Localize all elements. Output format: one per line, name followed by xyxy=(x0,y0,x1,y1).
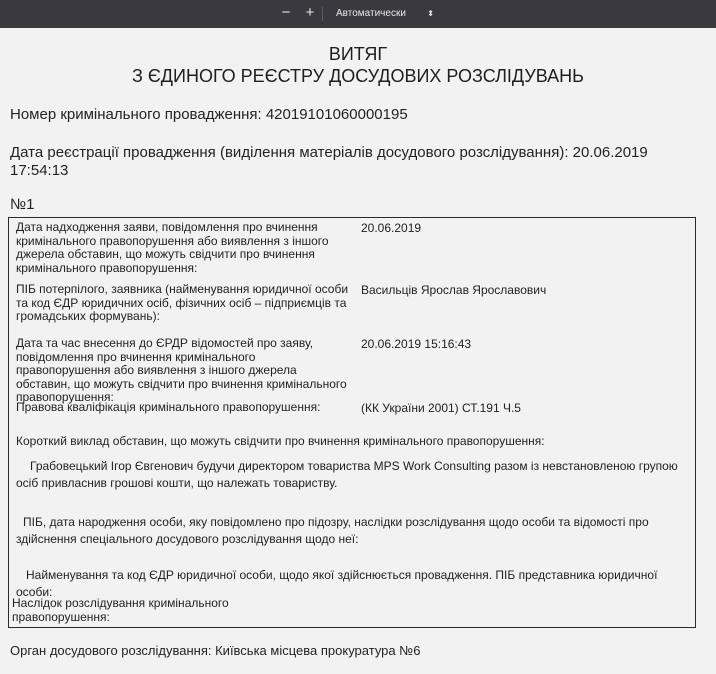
circumstances-heading: Короткий виклад обставин, що можуть свідчити про вчинення кримінального правопорушення: xyxy=(16,434,545,448)
suspect-info-text: ПІБ, дата народження особи, яку повідомлено про підозру, наслідки розслідування щодо особи та відомості про здійснення спеціального досудового розслідування щодо неї: xyxy=(16,515,649,546)
toolbar-separator xyxy=(322,7,323,21)
entry-table xyxy=(8,217,696,628)
document-page xyxy=(0,28,716,674)
investigation-body: Орган досудового розслідування: Київська місцева прокуратура №6 xyxy=(10,643,421,658)
receipt-date-value: 20.06.2019 xyxy=(361,221,422,235)
circumstances-text: Грабовецький Ігор Євгенович будучи директором товариства MPS Work Consulting разом із невстановленою групою осіб привласнив грошові кошти, що належать товариству. xyxy=(16,459,678,490)
zoom-mode-value: Автоматически xyxy=(336,8,406,19)
legal-qualification-value: (КК України 2001) СТ.191 Ч.5 xyxy=(361,401,521,415)
zoom-in-button[interactable]: + xyxy=(305,4,315,21)
receipt-date-label: Дата надходження заяви, повідомлення про вчинення кримінального правопорушення або виявлення з іншого джерела обставин, що можуть свідчити про вчинення кримінального правопорушення: xyxy=(16,220,329,275)
erdr-entry-date-label: Дата та час внесення до ЄРДР відомостей про заяву, повідомлення про вчинення кримінального правопорушення або виявлення з іншого джерела обставин, що можуть свідчити про вчинення кримінального правопорушення: xyxy=(16,336,347,404)
legal-entity-text: Найменування та код ЄДР юридичної особи, щодо якої здійснюється провадження. ПІБ представника юридичної особи: xyxy=(16,568,658,599)
victim-label: ПІБ потерпілого, заявника (найменування юридичної особи та код ЄДР юридичних осіб, фізичних осіб – підприємців та громадських формувань): xyxy=(16,282,349,323)
registration-date: Дата реєстрації провадження (виділення матеріалів досудового розслідування): 20.06.2019 17:54:13 xyxy=(10,144,648,179)
erdr-entry-date-value: 20.06.2019 15:16:43 xyxy=(361,337,472,351)
entry-number: №1 xyxy=(10,196,35,213)
victim-value: Васильців Ярослав Ярославович xyxy=(361,283,547,297)
case-number: Номер кримінального провадження: 42019101060000195 xyxy=(10,106,408,123)
document-title: ВИТЯГ xyxy=(328,44,388,64)
pdf-viewer-toolbar xyxy=(0,0,716,28)
zoom-mode-select[interactable] xyxy=(336,5,440,23)
legal-qualification-label: Правова кваліфікація кримінального правопорушення: xyxy=(16,400,321,414)
document-subtitle: З ЄДИНОГО РЕЄСТРУ ДОСУДОВИХ РОЗСЛІДУВАНЬ xyxy=(132,66,584,86)
zoom-out-button[interactable]: − xyxy=(281,4,291,21)
investigation-result-label: Наслідок розслідування кримінального правопорушення: xyxy=(12,596,229,624)
select-arrows-icon: ⬍ xyxy=(427,9,434,18)
